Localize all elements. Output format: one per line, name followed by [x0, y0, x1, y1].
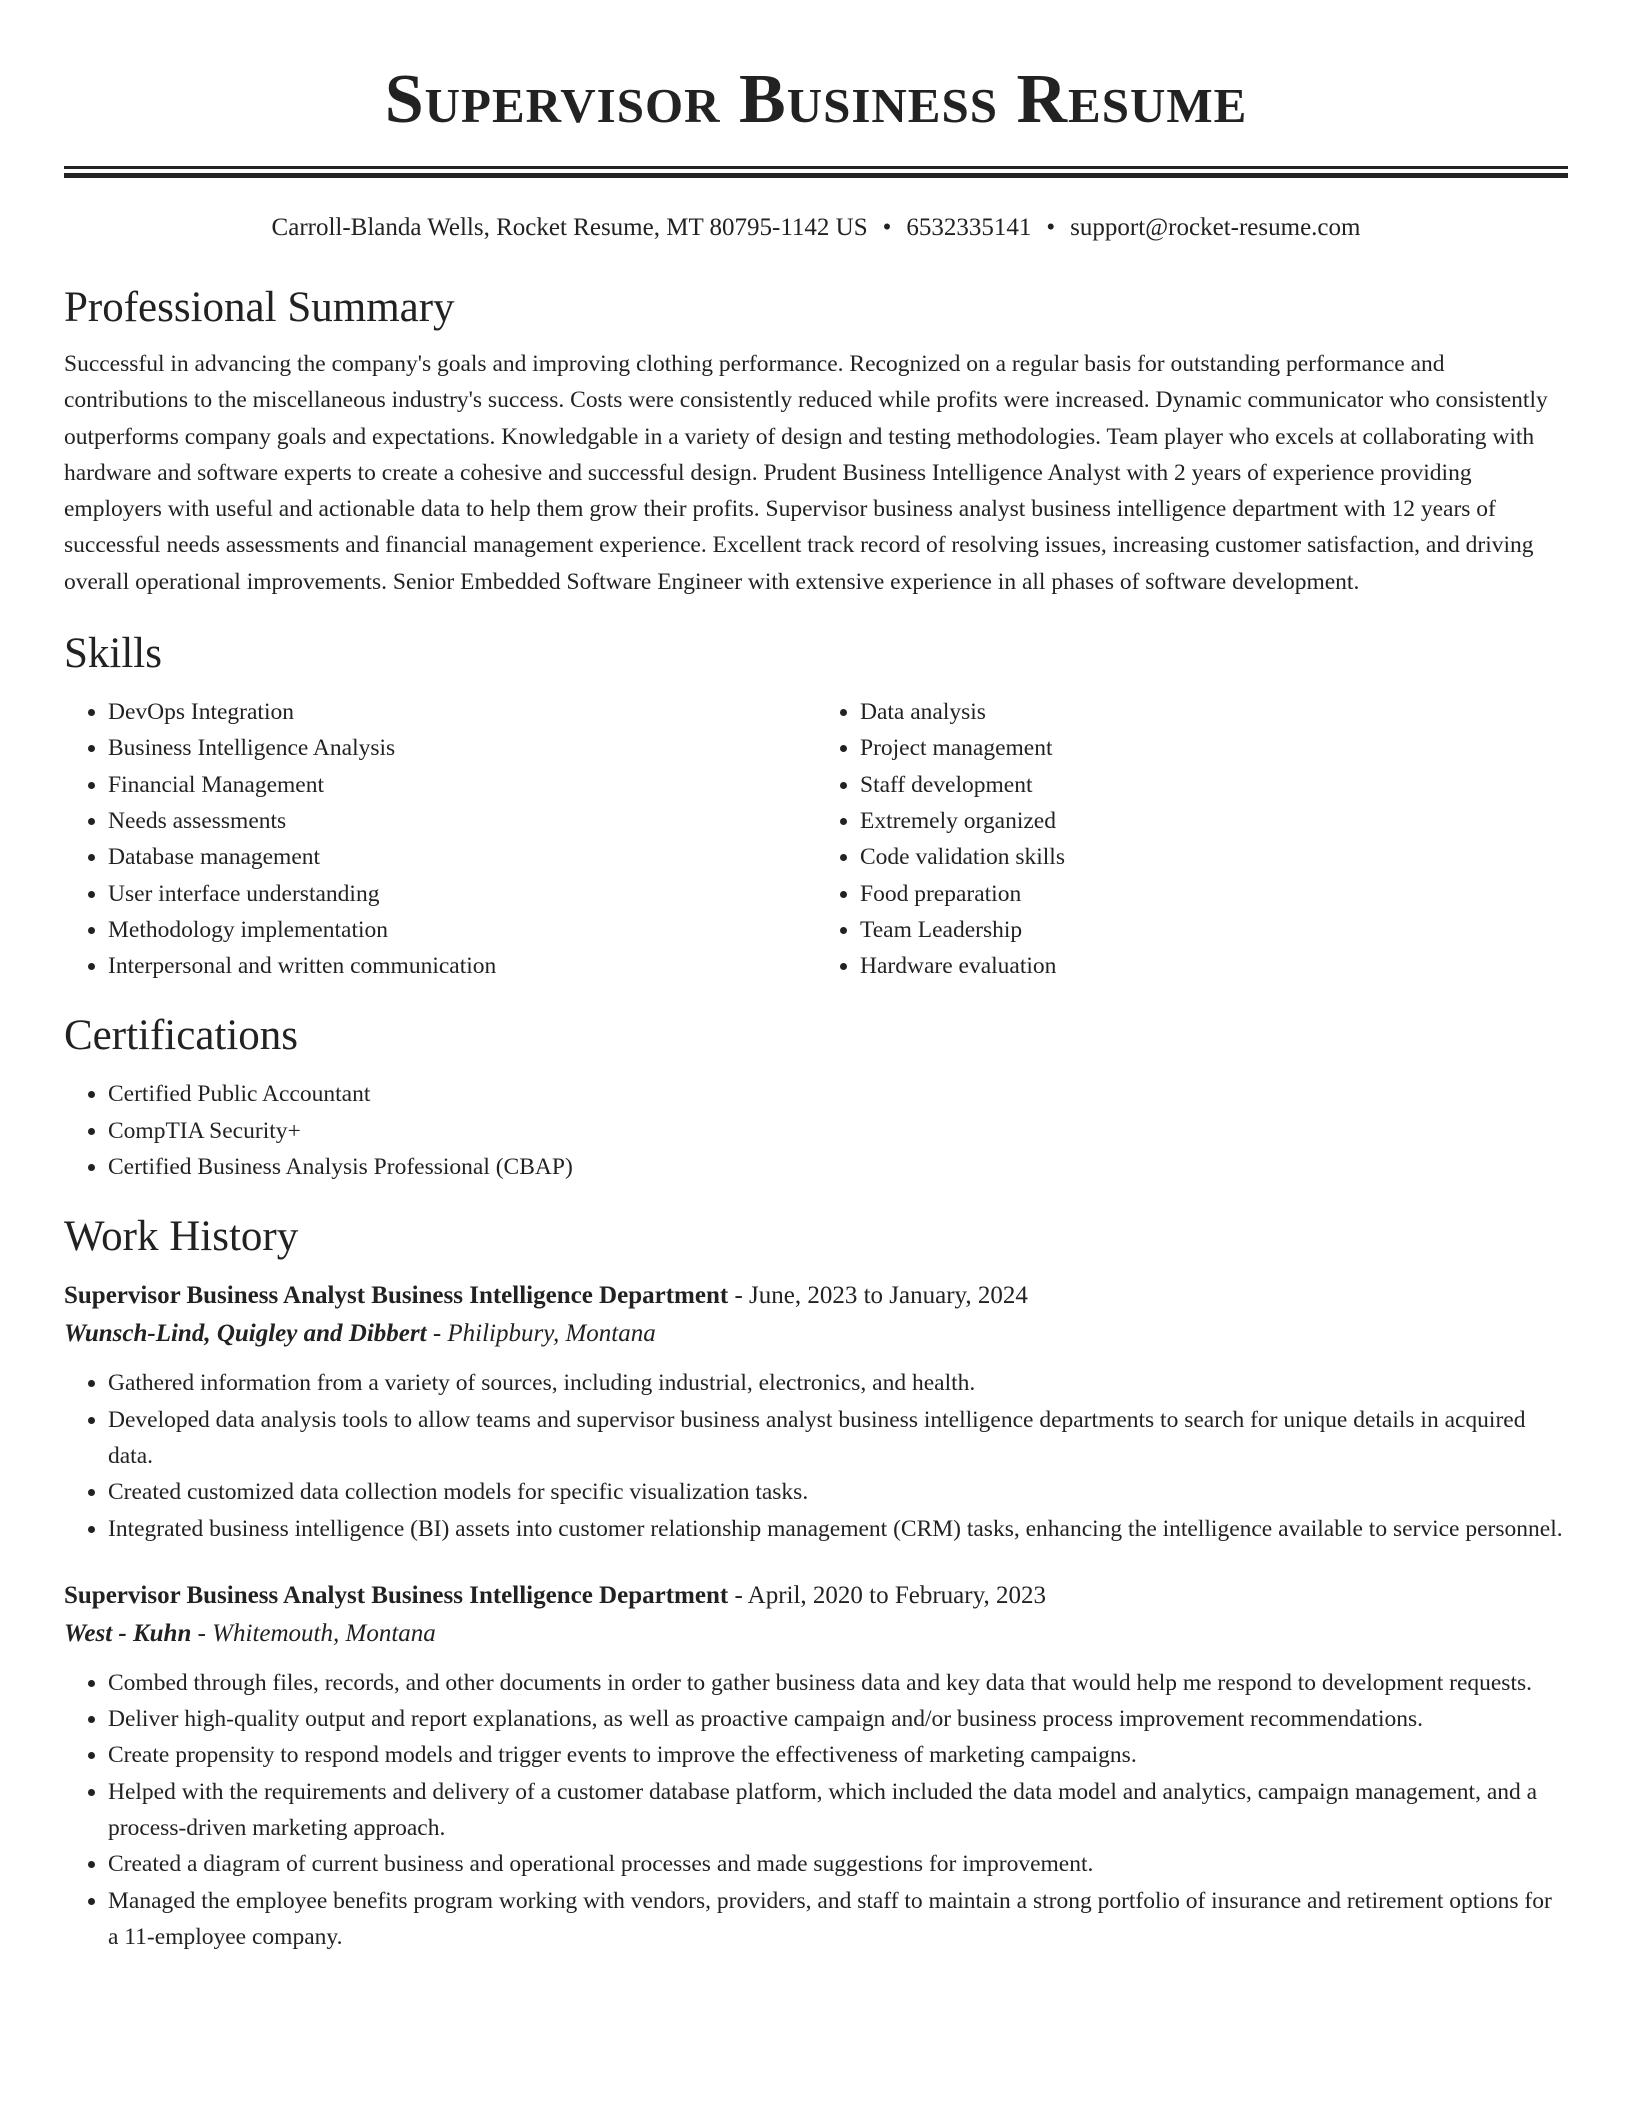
job-bullet: • Combed through files, records, and other documents in order to gather business data and key data that would help me respond to development requests. [108, 1665, 1568, 1701]
contact-line [64, 212, 1568, 244]
job-dates: - April, 2020 to February, 2023 [728, 1581, 1046, 1609]
contact-email: support@rocket-resume.com [1070, 214, 1361, 241]
job-company: West - Kuhn [64, 1619, 192, 1647]
skill-item: • DevOps Integration [108, 694, 816, 730]
job-company: Wunsch-Lind, Quigley and Dibbert [64, 1320, 427, 1348]
certifications-heading: Certifications [64, 1012, 299, 1060]
skill-item: • Food preparation [860, 876, 1568, 912]
certification-item: • CompTIA Security+ [108, 1113, 1568, 1149]
job-bullet: • Deliver high-quality output and report explanations, as well as proactive campaign and/or business process improvement recommendations. [108, 1701, 1568, 1737]
job-entry [64, 1277, 1568, 1546]
contact-phone: 6532335141 [906, 214, 1032, 241]
skills-right-list [816, 694, 1568, 984]
job-company-line [64, 1615, 1568, 1653]
job-bullet: • Managed the employee benefits program working with vendors, providers, and staff to maintain a strong portfolio of insurance and retirement options for a 11-employee company. [108, 1883, 1568, 1956]
skill-item: • Business Intelligence Analysis [108, 730, 816, 766]
job-title: Supervisor Business Analyst Business Intelligence Department [64, 1282, 729, 1310]
skill-item: • Hardware evaluation [860, 948, 1568, 984]
skills-columns [64, 694, 1568, 984]
job-entry [64, 1577, 1568, 1955]
job-bullet: • Integrated business intelligence (BI) assets into customer relationship management (CRM) tasks, enhancing the intelligence available to service personnel. [108, 1511, 1568, 1547]
job-dates: - June, 2023 to January, 2024 [728, 1282, 1028, 1310]
contact-separator: • [882, 214, 892, 241]
job-title-line [64, 1277, 1568, 1315]
skill-item: • Project management [860, 730, 1568, 766]
contact-address: Carroll-Blanda Wells, Rocket Resume, MT 80795-1142 US [271, 214, 868, 241]
job-bullet: • Gathered information from a variety of sources, including industrial, electronics, and health. [108, 1365, 1568, 1401]
certification-item: • Certified Business Analysis Professional (CBAP) [108, 1149, 1568, 1185]
summary-text: Successful in advancing the company's goals and improving clothing performance. Recognized on a regular basis for outstanding performance and contributions to the miscellaneous industry's success. Costs were consistently reduced while profits were increased. Dynamic communicator who consistently outperforms company goals and expectations. Knowledgable in a variety of design and testing methodologies. Team player who excels at collaborating with hardware and software experts to create a cohesive and successful design. Prudent Business Intelligence Analyst with 2 years of experience providing employers with useful and actionable data to help them grow their profits. Supervisor business analyst business intelligence department with 12 years of successful needs assessments and financial management experience. Excellent track record of resolving issues, increasing customer satisfaction, and driving overall operational improvements. Senior Embedded Software Engineer with extensive experience in all phases of software development. [64, 351, 1548, 595]
job-company-line [64, 1315, 1568, 1353]
job-bullet: • Create propensity to respond models and trigger events to improve the effectiveness of marketing campaigns. [108, 1737, 1568, 1773]
skill-item: • Financial Management [108, 767, 816, 803]
job-bullet: • Created customized data collection models for specific visualization tasks. [108, 1474, 1568, 1510]
skill-item: • Code validation skills [860, 839, 1568, 875]
skill-item: • User interface understanding [108, 876, 816, 912]
skill-item: • Data analysis [860, 694, 1568, 730]
job-bullet: • Helped with the requirements and delivery of a customer database platform, which included the data model and analytics, campaign management, and a process-driven marketing approach. [108, 1774, 1568, 1847]
resume-page [64, 0, 1568, 1955]
job-bullets [64, 1665, 1568, 1955]
job-location: - Whitemouth, Montana [191, 1619, 436, 1647]
job-bullet: • Developed data analysis tools to allow teams and supervisor business analyst business intelligence departments to search for unique details in acquired data. [108, 1402, 1568, 1475]
job-location: - Philipbury, Montana [426, 1320, 656, 1348]
skill-item: • Team Leadership [860, 912, 1568, 948]
resume-title: Supervisor Business Resume [384, 61, 1248, 138]
job-bullet: • Created a diagram of current business and operational processes and made suggestions for improvement. [108, 1846, 1568, 1882]
contact-separator: • [1046, 214, 1056, 241]
summary-heading: Professional Summary [64, 284, 455, 331]
work-history-heading: Work History [64, 1213, 299, 1261]
certifications-list [64, 1076, 1568, 1185]
skill-item: • Interpersonal and written communication [108, 948, 816, 984]
job-bullets [64, 1365, 1568, 1546]
skill-item: • Needs assessments [108, 803, 816, 839]
certification-item: • Certified Public Accountant [108, 1076, 1568, 1112]
skill-item: • Extremely organized [860, 803, 1568, 839]
skills-heading: Skills [64, 630, 162, 678]
skill-item: • Staff development [860, 767, 1568, 803]
skill-item: • Methodology implementation [108, 912, 816, 948]
skill-item: • Database management [108, 839, 816, 875]
job-title: Supervisor Business Analyst Business Intelligence Department [64, 1581, 729, 1609]
job-title-line [64, 1577, 1568, 1615]
skills-left-list [64, 694, 816, 984]
title-divider [64, 166, 1568, 178]
